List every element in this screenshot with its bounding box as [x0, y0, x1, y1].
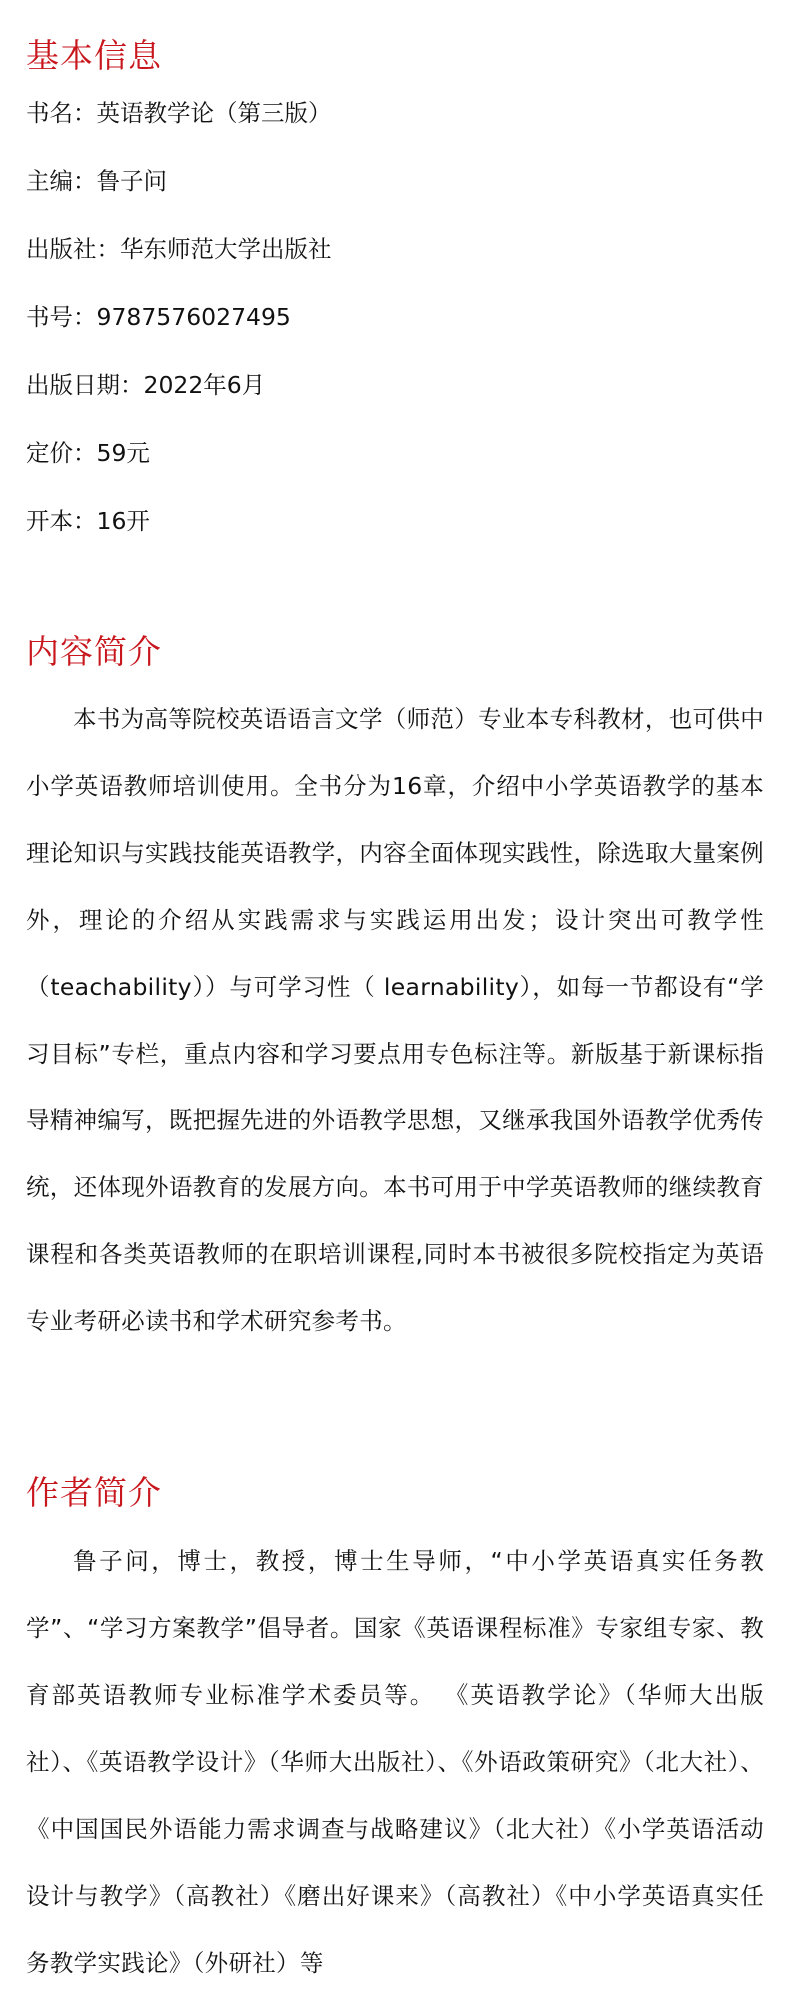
info-label: 出版社： — [26, 235, 120, 263]
info-row-publisher — [26, 234, 764, 264]
info-label: 主编： — [26, 167, 97, 195]
info-value: 16开 — [96, 507, 150, 535]
content-intro-heading: 内容简介 — [26, 632, 162, 671]
info-row-format — [26, 506, 764, 536]
info-value: 9787576027495 — [96, 303, 291, 331]
info-label: 书号： — [26, 303, 97, 331]
info-label: 出版日期： — [26, 371, 144, 399]
basic-info-list — [26, 98, 764, 536]
info-value: 59元 — [96, 439, 150, 467]
info-label: 开本： — [26, 507, 97, 535]
author-intro-heading: 作者简介 — [26, 1473, 162, 1513]
content-intro-section — [26, 632, 764, 1355]
info-row-publish-date — [26, 370, 764, 400]
info-label: 定价： — [26, 439, 97, 467]
author-intro-section — [26, 1473, 764, 1996]
content-intro-paragraph: 本书为高等院校英语语言文学（师范）专业本专科教材，也可供中小学英语教师培训使用。全书分为16章，介绍中小学英语教学的基本理论知识与实践技能英语教学，内容全面体现实践性，除选取大量案例外，理论的介绍从实践需求与实践运用出发；设计突出可教学性（teachability））与可学习性（ learnability），如每一节都设有“学习目标”专栏，重点内容和学习要点用专色标注等。新版基于新课标指导精神编写，既把握先进的外语教学思想，又继承我国外语教学优秀传统，还体现外语教育的发展方向。本书可用于中学英语教师的继续教育课程和各类英语教师的在职培训课程,同时本书被很多院校指定为英语专业考研必读书和学术研究参考书。 — [26, 705, 764, 1336]
info-value: 华东师范大学出版社 — [120, 235, 332, 263]
info-value: 2022年6月 — [143, 371, 266, 399]
info-row-isbn — [26, 302, 764, 332]
info-row-title — [26, 98, 764, 128]
basic-info-heading: 基本信息 — [26, 36, 162, 75]
info-value: 英语教学论（第三版） — [96, 99, 332, 127]
info-value: 鲁子问 — [96, 167, 167, 195]
basic-info-section — [26, 0, 764, 536]
author-intro-paragraph: 鲁子问，博士，教授，博士生导师，“中小学英语真实任务教学”、“学习方案教学”倡导者。国家《英语课程标准》专家组专家、教育部英语教师专业标准学术委员等。 《英语教学论》（华师大出版社）、《英语教学设计》（华师大出版社）、《外语政策研究》（北大社）、《中国国民外语能力需求调查与战略建议》（北大社）《小学英语活动设计与教学》（高教社）《磨出好课来》（高教社）《中小学英语真实任务教学实践论》（外研社）等 — [26, 1547, 764, 1977]
info-row-price — [26, 438, 764, 468]
info-label: 书名： — [26, 99, 97, 127]
info-row-editor — [26, 166, 764, 196]
